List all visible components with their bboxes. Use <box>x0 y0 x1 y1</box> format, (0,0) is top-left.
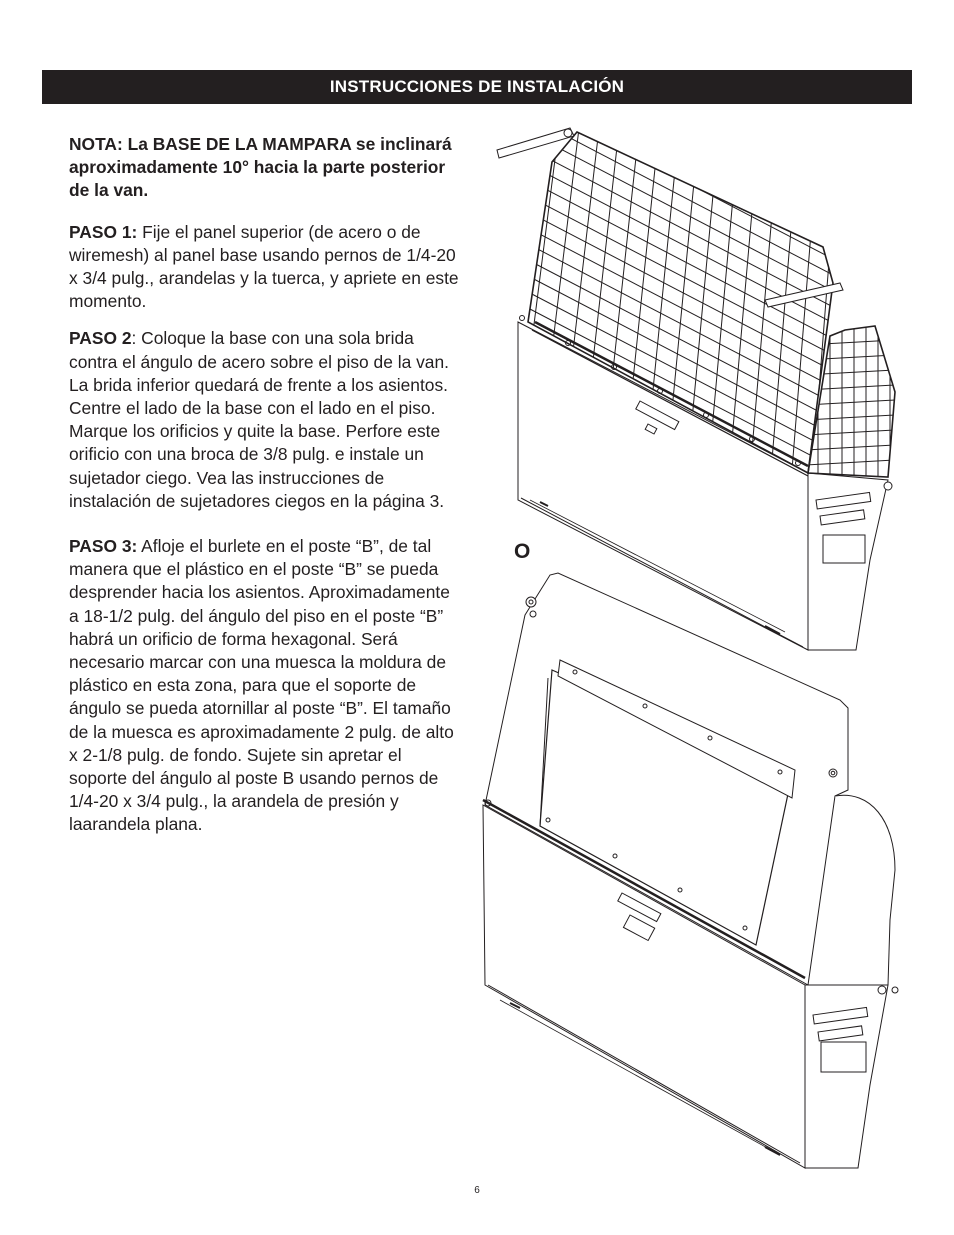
section-title: INSTRUCCIONES DE INSTALACIÓN <box>329 77 625 96</box>
step-1-paragraph <box>69 221 464 314</box>
note-paragraph: NOTA: La BASE DE LA MAMPARA se inclinará aproximadamente 10° hacia la parte posterior de la van. <box>69 134 452 201</box>
step-2-paragraph <box>69 327 464 513</box>
or-label: O <box>514 540 531 563</box>
step-2-label: PASO 2 <box>69 328 132 349</box>
step-3-label: PASO 3: <box>69 536 138 557</box>
partition-installation-figure <box>470 120 910 1180</box>
step-2-text: : Coloque la base con una sola brida contra el ángulo de acero sobre el piso de la van. La brida inferior quedará de frente a los asientos. Centre el lado de la base con el lado en el piso. Marque los orificios y quite la base. Perfore este orificio con una broca de 3/8 pulg. e instale un sujetador ciego. Vea las instrucciones de instalación de sujetadores ciegos en la página 3. <box>69 328 449 511</box>
solid-steel-partition-drawing <box>483 573 898 1168</box>
step-3-paragraph <box>69 535 464 837</box>
step-1-text: Fije el panel superior (de acero o de wiremesh) al panel base usando pernos de 1/4-20 x 3/4 pulg., arandelas y la tuerca, y apriete en este momento. <box>69 221 459 312</box>
step-1-label: PASO 1: <box>69 221 138 242</box>
top-mounting-bracket <box>497 128 574 158</box>
page-number: 6 <box>474 1185 480 1196</box>
instructions-text-column <box>69 133 464 851</box>
step-3-text: Afloje el burlete en el poste “B”, de tal manera que el plástico en el poste “B” se pueda desprender hacia los asientos. Aproximadamente a 18-1/2 pulg. del ángulo del piso en el poste “B” habrá un orificio de forma hexagonal. Será necesario marcar con una muesca la moldura de plástico en esta zona, para que el soporte de ángulo se pueda atornillar al poste “B”. El tamaño de la muesca es aproximadamente 2 pulg. de alto x 2-1/8 pulg. de fondo. Sujete sin apretar el soporte del ángulo al poste B usando pernos de 1/4-20 x 3/4 pulg., la arandela de presión y laarandela plana. <box>69 536 454 835</box>
section-header-bar <box>42 70 912 104</box>
wire-mesh-partition-drawing <box>497 120 895 650</box>
